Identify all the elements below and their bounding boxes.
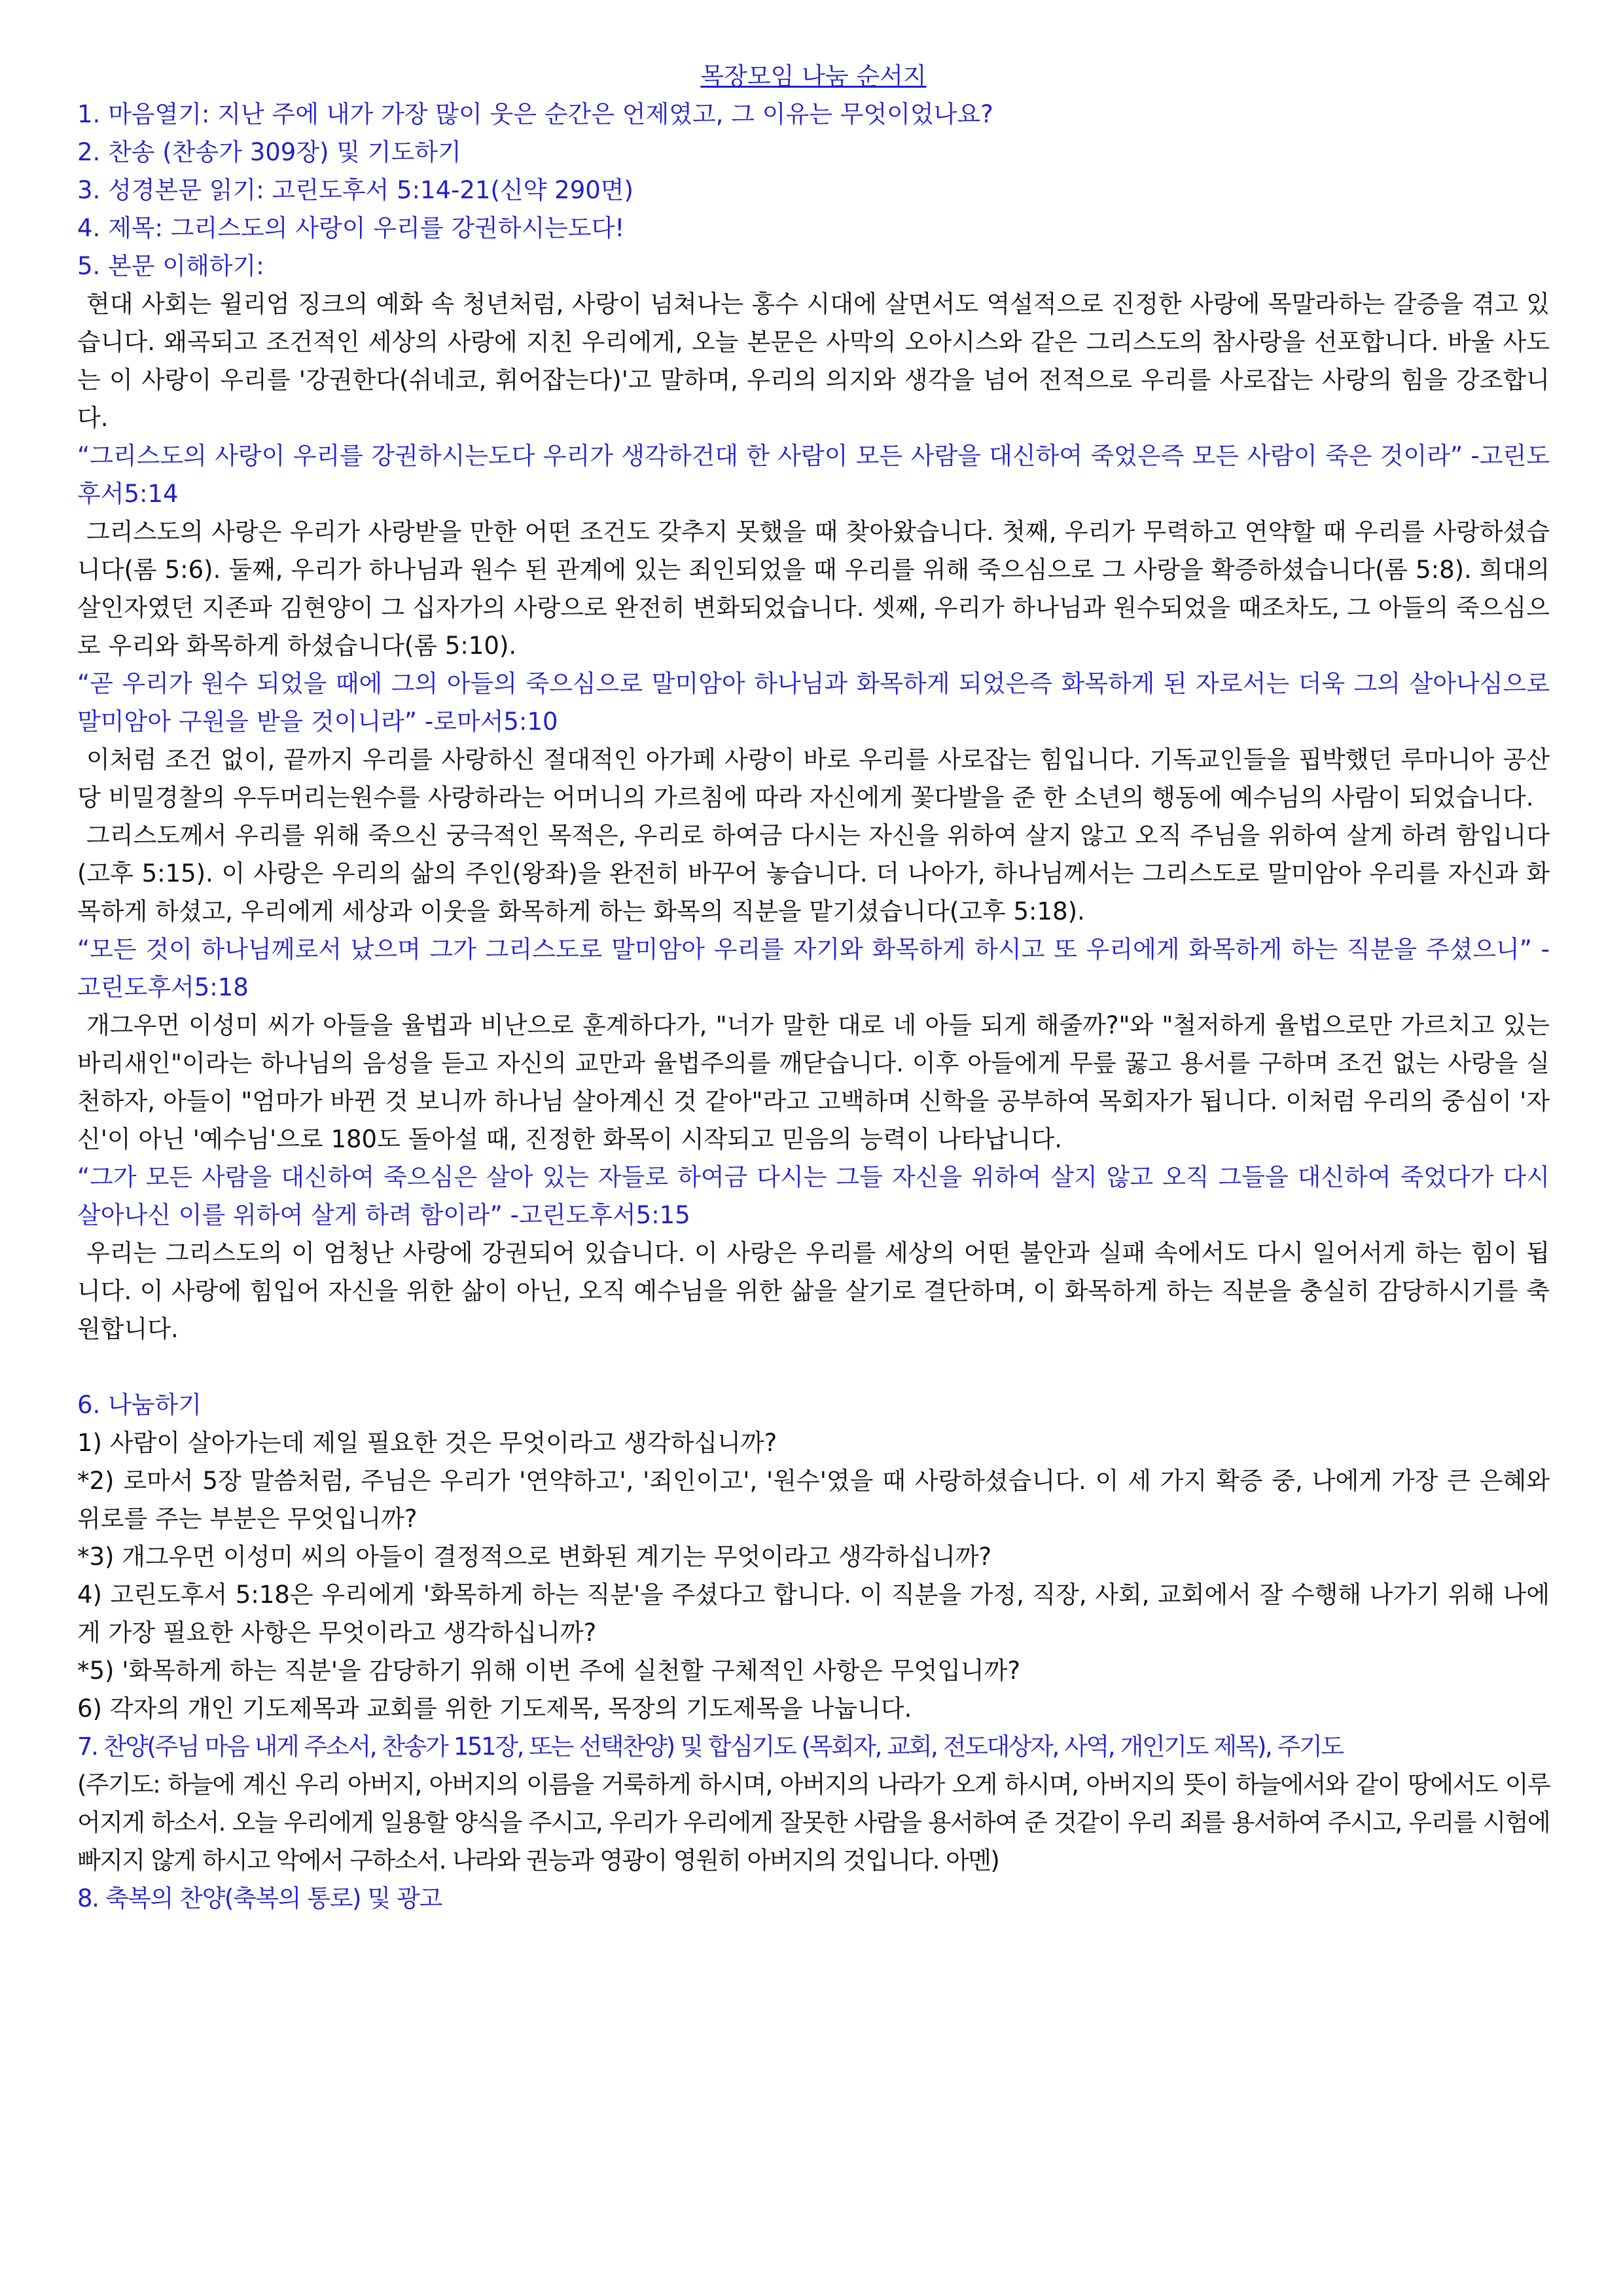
sharing-question-5: *5) '화목하게 하는 직분'을 감당하기 위해 이번 주에 실천할 구체적인 사항은 무엇입니까? bbox=[77, 1657, 1021, 1685]
sharing-question-6: 6) 각자의 개인 기도제목과 교회를 위한 기도제목, 목장의 기도제목을 나눕니다. bbox=[77, 1695, 912, 1723]
scripture-quote-3: “모든 것이 하나님께로서 났으며 그가 그리스도로 말미암아 우리를 자기와 화목하게 하시고 또 우리에게 화목하게 하는 직분을 주셨으니” -고린도후서5:18 bbox=[77, 935, 1550, 1001]
item-4-sermon-title: 4. 제목: 그리스도의 사랑이 우리를 강권하시는도다! bbox=[77, 214, 625, 242]
sharing-question-2: *2) 로마서 5장 말씀처럼, 주님은 우리가 '연약하고', '죄인이고', '원수'였을 때 사랑하셨습니다. 이 세 가지 확증 중, 나에게 가장 큰 은혜와 위로를 주는 부분은 무엇입니까? bbox=[77, 1467, 1550, 1533]
item-2-hymn: 2. 찬송 (찬송가 309장) 및 기도하기 bbox=[77, 138, 461, 166]
body-paragraph-5: 개그우먼 이성미 씨가 아들을 율법과 비난으로 훈계하다가, "너가 말한 대로 네 아들 되게 해줄까?"와 "철저하게 율법으로만 가르치고 있는 바리새인"이라는 하나님의 음성을 듣고 자신의 교만과 율법주의를 깨닫습니다. 이후 아들에게 무릎 꿇고 용서를 구하며 조건 없는 사랑을 실천하자, 아들이 "엄마가 바뀐 것 보니까 하나님 살아계신 것 같아"라고 고백하며 신학을 공부하여 목회자가 됩니다. 이처럼 우리의 중심이 '자신'이 아닌 '예수님'으로 180도 돌아설 때, 진정한 화목이 시작되고 믿음의 능력이 나타납니다. bbox=[77, 1011, 1550, 1153]
item-5-heading: 5. 본문 이해하기: bbox=[77, 252, 264, 280]
item-7-praise-and-prayer: 7. 찬양(주님 마음 내게 주소서, 찬송가 151장, 또는 선택찬양) 및 합심기도 (목회자, 교회, 전도대상자, 사역, 개인기도 제목), 주기도 bbox=[77, 1732, 1343, 1761]
body-paragraph-2: 그리스도의 사랑은 우리가 사랑받을 만한 어떤 조건도 갖추지 못했을 때 찾아왔습니다. 첫째, 우리가 무력하고 연약할 때 우리를 사랑하셨습니다(롬 5:6). 둘째, 우리가 하나님과 원수 된 관계에 있는 죄인되었을 때 우리를 위해 죽으심으로 그 사랑을 확증하셨습니다(롬 5:8). 희대의 살인자였던 지존파 김현양이 그 십자가의 사랑으로 완전히 변화되었습니다. 셋째, 우리가 하나님과 원수되었을 때조차도, 그 아들의 죽으심으로 우리와 화목하게 하셨습니다(롬 5:10). bbox=[77, 518, 1550, 660]
body-paragraph-6: 우리는 그리스도의 이 엄청난 사랑에 강권되어 있습니다. 이 사랑은 우리를 세상의 어떤 불안과 실패 속에서도 다시 일어서게 하는 힘이 됩니다. 이 사랑에 힘입어 자신을 위한 삶이 아닌, 오직 예수님을 위한 삶을 살기로 결단하며, 이 화목하게 하는 직분을 충실히 감당하시기를 축원합니다. bbox=[77, 1239, 1550, 1343]
page-title: 목장모임 나눔 순서지 bbox=[700, 62, 927, 90]
body-paragraph-1: 현대 사회는 윌리엄 징크의 예화 속 청년처럼, 사랑이 넘쳐나는 홍수 시대에 살면서도 역설적으로 진정한 사랑에 목말라하는 갈증을 겪고 있습니다. 왜곡되고 조건적인 세상의 사랑에 지친 우리에게, 오늘 본문은 사막의 오아시스와 같은 그리스도의 참사랑을 선포합니다. 바울 사도는 이 사랑이 우리를 '강권한다(쉬네코, 휘어잡는다)'고 말하며, 우리의 의지와 생각을 넘어 전적으로 우리를 사로잡는 사랑의 힘을 강조합니다. bbox=[77, 290, 1550, 432]
item-1-opening: 1. 마음열기: 지난 주에 내가 가장 많이 웃은 순간은 언제였고, 그 이유는 무엇이었나요? bbox=[77, 100, 993, 128]
sharing-question-3: *3) 개그우먼 이성미 씨의 아들이 결정적으로 변화된 계기는 무엇이라고 생각하십니까? bbox=[77, 1543, 992, 1571]
sharing-question-4: 4) 고린도후서 5:18은 우리에게 '화목하게 하는 직분'을 주셨다고 합니다. 이 직분을 가정, 직장, 사회, 교회에서 잘 수행해 나가기 위해 나에게 가장 필요한 사항은 무엇이라고 생각하십니까? bbox=[77, 1581, 1550, 1647]
item-8-blessing-song: 8. 축복의 찬양(축복의 통로) 및 광고 bbox=[77, 1884, 442, 1912]
item-3-scripture: 3. 성경본문 읽기: 고린도후서 5:14-21(신약 290면) bbox=[77, 176, 633, 204]
scripture-quote-2: “곧 우리가 원수 되었을 때에 그의 아들의 죽으심으로 말미암아 하나님과 화목하게 되었은즉 화목하게 된 자로서는 더욱 그의 살아나심으로 말미암아 구원을 받을 것이니라” -로마서5:10 bbox=[77, 670, 1550, 736]
worksheet-page bbox=[77, 58, 1550, 1918]
lords-prayer: (주기도: 하늘에 계신 우리 아버지, 아버지의 이름을 거룩하게 하시며, 아버지의 나라가 오게 하시며, 아버지의 뜻이 하늘에서와 같이 땅에서도 이루어지게 하소서. 오늘 우리에게 일용할 양식을 주시고, 우리가 우리에게 잘못한 사람을 용서하여 준 것같이 우리 죄를 용서하여 주시고, 우리를 시험에 빠지지 않게 하시고 악에서 구하소서. 나라와 권능과 영광이 영원히 아버지의 것입니다. 아멘) bbox=[77, 1770, 1550, 1874]
body-paragraph-4: 그리스도께서 우리를 위해 죽으신 궁극적인 목적은, 우리로 하여금 다시는 자신을 위하여 살지 않고 오직 주님을 위하여 살게 하려 함입니다(고후 5:15). 이 사랑은 우리의 삶의 주인(왕좌)을 완전히 바꾸어 놓습니다. 더 나아가, 하나님께서는 그리스도로 말미암아 우리를 자신과 화목하게 하셨고, 우리에게 세상과 이웃을 화목하게 하는 화목의 직분을 맡기셨습니다(고후 5:18). bbox=[77, 821, 1550, 925]
scripture-quote-4: “그가 모든 사람을 대신하여 죽으심은 살아 있는 자들로 하여금 다시는 그들 자신을 위하여 살지 않고 오직 그들을 대신하여 죽었다가 다시 살아나신 이를 위하여 살게 하려 함이라” -고린도후서5:15 bbox=[77, 1163, 1550, 1229]
body-paragraph-3: 이처럼 조건 없이, 끝까지 우리를 사랑하신 절대적인 아가페 사랑이 바로 우리를 사로잡는 힘입니다. 기독교인들을 핍박했던 루마니아 공산당 비밀경찰의 우두머리는원수를 사랑하라는 어머니의 가르침에 따라 자신에게 꽃다발을 준 한 소년의 행동에 예수님의 사람이 되었습니다. bbox=[77, 745, 1550, 812]
scripture-quote-1: “그리스도의 사랑이 우리를 강권하시는도다 우리가 생각하건대 한 사람이 모든 사람을 대신하여 죽었은즉 모든 사람이 죽은 것이라” -고린도후서5:14 bbox=[77, 442, 1550, 508]
section-spacer bbox=[77, 1348, 1550, 1386]
sharing-question-1: 1) 사람이 살아가는데 제일 필요한 것은 무엇이라고 생각하십니까? bbox=[77, 1429, 777, 1457]
item-6-sharing-heading: 6. 나눔하기 bbox=[77, 1391, 202, 1419]
